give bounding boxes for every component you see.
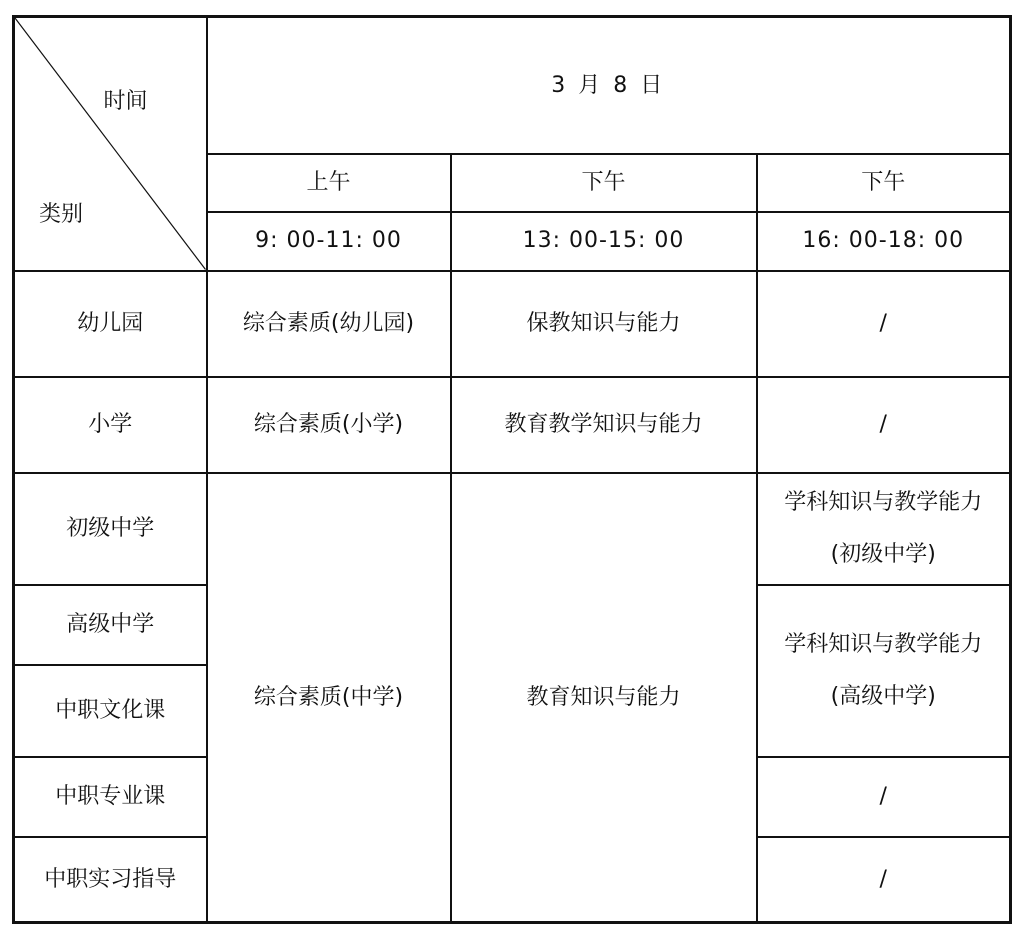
subject-cell: 综合素质(小学) xyxy=(207,377,451,473)
subject-cell: 保教知识与能力 xyxy=(451,271,757,377)
category-cell: 中职专业课 xyxy=(14,757,207,837)
header-corner-cell xyxy=(14,17,207,271)
date-header: 3 月 8 日 xyxy=(207,17,1011,154)
subject-cell: / xyxy=(757,837,1011,923)
corner-diagonal-line xyxy=(15,18,206,270)
category-cell: 初级中学 xyxy=(14,473,207,585)
subject-cell: / xyxy=(757,757,1011,837)
subject-cell: 教育教学知识与能力 xyxy=(451,377,757,473)
table-row xyxy=(14,377,1011,473)
subject-cell xyxy=(757,473,1011,585)
header-row-date xyxy=(14,17,1011,154)
subject-line: (高级中学) xyxy=(830,683,936,709)
period-label-afternoon-2: 下午 xyxy=(757,154,1011,212)
period-label-afternoon-1: 下午 xyxy=(451,154,757,212)
subject-cell-merged: 综合素质(中学) xyxy=(207,473,451,923)
corner-category-label: 类别 xyxy=(39,202,84,227)
period-time-afternoon-1: 13: 00-15: 00 xyxy=(451,212,757,271)
subject-line: 学科知识与教学能力 xyxy=(784,631,983,657)
subject-cell-merged: 教育知识与能力 xyxy=(451,473,757,923)
category-cell: 中职实习指导 xyxy=(14,837,207,923)
category-cell: 幼儿园 xyxy=(14,271,207,377)
table-row xyxy=(14,271,1011,377)
corner-time-label: 时间 xyxy=(103,89,148,114)
subject-cell: / xyxy=(757,271,1011,377)
exam-schedule-table xyxy=(12,15,1012,924)
subject-cell: / xyxy=(757,377,1011,473)
period-label-morning: 上午 xyxy=(207,154,451,212)
category-cell: 中职文化课 xyxy=(14,665,207,757)
period-time-morning: 9: 00-11: 00 xyxy=(207,212,451,271)
subject-line: 学科知识与教学能力 xyxy=(784,489,983,515)
category-cell: 小学 xyxy=(14,377,207,473)
subject-cell: 综合素质(幼儿园) xyxy=(207,271,451,377)
table-row xyxy=(14,473,1011,585)
subject-line: (初级中学) xyxy=(830,541,936,567)
category-cell: 高级中学 xyxy=(14,585,207,665)
subject-cell xyxy=(757,585,1011,757)
period-time-afternoon-2: 16: 00-18: 00 xyxy=(757,212,1011,271)
